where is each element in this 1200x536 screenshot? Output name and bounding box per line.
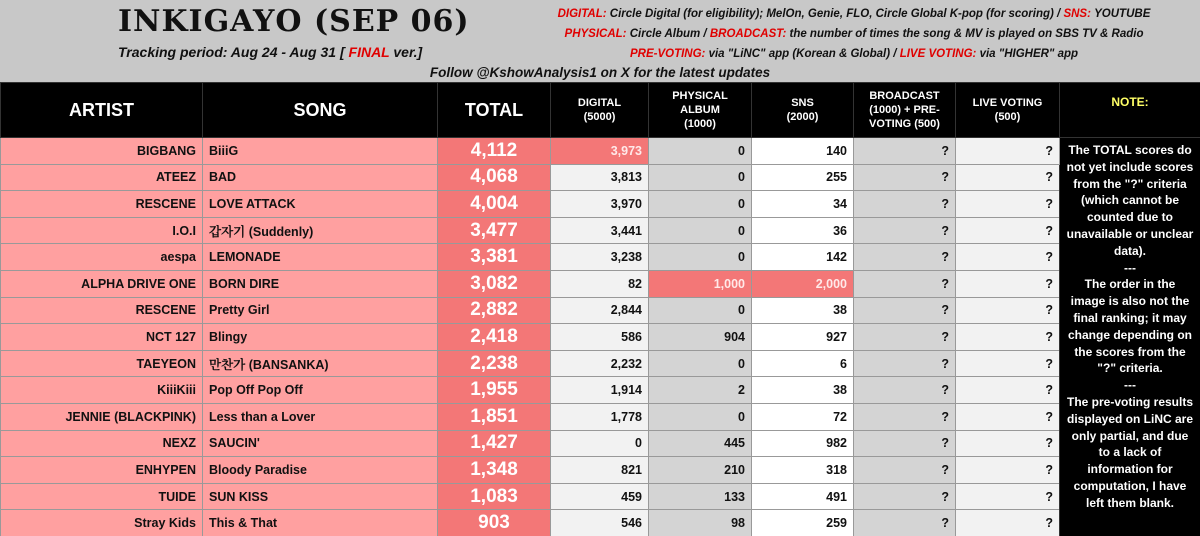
digital-cell: 1,914 (551, 377, 649, 404)
legend-line-2 (534, 24, 1174, 44)
total-cell: 2,238 (438, 350, 551, 377)
col-header-artist: ARTIST (1, 83, 203, 138)
live-voting-cell: ? (956, 138, 1060, 165)
song-cell: This & That (203, 510, 438, 536)
col-header-digital-line-2: (5000) (583, 111, 616, 123)
legend-broadcast-key: BROADCAST: (709, 28, 787, 40)
physical-cell: 0 (649, 138, 752, 165)
artist-cell: KiiiKiii (1, 377, 203, 404)
table-row (1, 403, 1200, 430)
artist-cell: I.O.I (1, 217, 203, 244)
digital-cell: 1,778 (551, 403, 649, 430)
col-header-sns (752, 83, 854, 138)
digital-cell: 459 (551, 483, 649, 510)
live-voting-cell: ? (956, 510, 1060, 536)
broadcast-cell: ? (854, 270, 956, 297)
live-voting-cell: ? (956, 164, 1060, 191)
legend-line-3 (534, 44, 1174, 64)
song-cell: BiiiG (203, 138, 438, 165)
table-row (1, 244, 1200, 271)
physical-cell: 0 (649, 350, 752, 377)
total-cell: 1,348 (438, 457, 551, 484)
physical-cell: 98 (649, 510, 752, 536)
page-header (0, 0, 1200, 82)
col-header-total: TOTAL (438, 83, 551, 138)
song-cell: Pop Off Pop Off (203, 377, 438, 404)
digital-cell: 3,238 (551, 244, 649, 271)
col-header-broadcast-line-2: (1000) + PRE- (869, 104, 940, 116)
sns-cell: 6 (752, 350, 854, 377)
broadcast-cell: ? (854, 510, 956, 536)
table-row (1, 350, 1200, 377)
total-cell: 1,427 (438, 430, 551, 457)
table-row (1, 164, 1200, 191)
physical-cell: 0 (649, 217, 752, 244)
song-cell: BAD (203, 164, 438, 191)
physical-cell: 0 (649, 164, 752, 191)
sns-cell: 140 (752, 138, 854, 165)
criteria-legend (534, 4, 1174, 64)
note-paragraph-3: The pre-voting results displayed on LiNC are only partial, and due to a lack of information for computation, I have left them blank. (1066, 394, 1194, 510)
note-paragraph-1: The TOTAL scores do not yet include scores from the "?" criteria (which cannot be counted due to unavailable or unclear data). (1066, 143, 1194, 258)
table-row (1, 191, 1200, 218)
tracking-final-label: FINAL (348, 44, 390, 60)
broadcast-cell: ? (854, 191, 956, 218)
col-header-digital-line-1: DIGITAL (577, 97, 622, 109)
artist-cell: RESCENE (1, 191, 203, 218)
legend-sns-key: SNS: (1063, 8, 1091, 20)
col-header-song: SONG (203, 83, 438, 138)
table-row (1, 270, 1200, 297)
col-header-broadcast (854, 83, 956, 138)
song-cell: LEMONADE (203, 244, 438, 271)
digital-cell: 82 (551, 270, 649, 297)
song-cell: Less than a Lover (203, 403, 438, 430)
table-row (1, 483, 1200, 510)
artist-cell: aespa (1, 244, 203, 271)
song-cell: BORN DIRE (203, 270, 438, 297)
sns-cell: 259 (752, 510, 854, 536)
sns-cell: 491 (752, 483, 854, 510)
legend-prevoting-value: via "LiNC" app (Korean & Global) / (708, 48, 897, 60)
total-cell: 1,955 (438, 377, 551, 404)
tracking-prefix: Tracking period: Aug 24 - Aug 31 [ (118, 44, 345, 60)
col-header-sns-line-1: SNS (791, 97, 814, 109)
page-title: INKIGAYO (SEP 06) (118, 4, 470, 39)
physical-cell: 0 (649, 244, 752, 271)
total-cell: 903 (438, 510, 551, 536)
digital-cell: 3,441 (551, 217, 649, 244)
artist-cell: ENHYPEN (1, 457, 203, 484)
broadcast-cell: ? (854, 350, 956, 377)
live-voting-cell: ? (956, 430, 1060, 457)
live-voting-cell: ? (956, 217, 1060, 244)
sns-cell: 38 (752, 297, 854, 324)
live-voting-cell: ? (956, 350, 1060, 377)
digital-cell: 0 (551, 430, 649, 457)
total-cell: 4,068 (438, 164, 551, 191)
live-voting-cell: ? (956, 403, 1060, 430)
digital-cell: 2,232 (551, 350, 649, 377)
table-row (1, 377, 1200, 404)
legend-live-key: LIVE VOTING: (899, 48, 977, 60)
digital-cell: 3,970 (551, 191, 649, 218)
total-cell: 2,882 (438, 297, 551, 324)
digital-cell: 2,844 (551, 297, 649, 324)
broadcast-cell: ? (854, 403, 956, 430)
broadcast-cell: ? (854, 217, 956, 244)
sns-cell: 2,000 (752, 270, 854, 297)
digital-cell: 821 (551, 457, 649, 484)
physical-cell: 2 (649, 377, 752, 404)
live-voting-cell: ? (956, 377, 1060, 404)
digital-cell: 586 (551, 324, 649, 351)
col-header-physical-line-1: PHYSICAL (672, 90, 728, 102)
physical-cell: 0 (649, 403, 752, 430)
digital-cell: 546 (551, 510, 649, 536)
tracking-period (118, 44, 422, 60)
table-row (1, 217, 1200, 244)
legend-prevoting-key: PRE-VOTING: (629, 48, 706, 60)
total-cell: 2,418 (438, 324, 551, 351)
broadcast-cell: ? (854, 483, 956, 510)
artist-cell: NEXZ (1, 430, 203, 457)
live-voting-cell: ? (956, 457, 1060, 484)
col-header-live-voting (956, 83, 1060, 138)
table-row (1, 430, 1200, 457)
artist-cell: BIGBANG (1, 138, 203, 165)
song-cell: LOVE ATTACK (203, 191, 438, 218)
legend-broadcast-value: the number of times the song & MV is played on SBS TV & Radio (789, 28, 1144, 40)
score-table (0, 82, 1200, 536)
live-voting-cell: ? (956, 483, 1060, 510)
col-header-live-line-2: (500) (994, 111, 1021, 123)
total-cell: 1,083 (438, 483, 551, 510)
physical-cell: 0 (649, 297, 752, 324)
artist-cell: ATEEZ (1, 164, 203, 191)
sns-cell: 36 (752, 217, 854, 244)
total-cell: 4,004 (438, 191, 551, 218)
song-cell: Bloody Paradise (203, 457, 438, 484)
artist-cell: TAEYEON (1, 350, 203, 377)
live-voting-cell: ? (956, 270, 1060, 297)
sns-cell: 982 (752, 430, 854, 457)
physical-cell: 133 (649, 483, 752, 510)
table-row (1, 324, 1200, 351)
song-cell: Pretty Girl (203, 297, 438, 324)
total-cell: 4,112 (438, 138, 551, 165)
sns-cell: 34 (752, 191, 854, 218)
total-cell: 1,851 (438, 403, 551, 430)
digital-cell: 3,973 (551, 138, 649, 165)
legend-digital-value: Circle Digital (for eligibility); MelOn, Genie, FLO, Circle Global K-pop (for scoring) / (609, 8, 1061, 20)
broadcast-cell: ? (854, 297, 956, 324)
legend-physical-value: Circle Album / (629, 28, 707, 40)
live-voting-cell: ? (956, 297, 1060, 324)
sns-cell: 38 (752, 377, 854, 404)
artist-cell: JENNIE (BLACKPINK) (1, 403, 203, 430)
broadcast-cell: ? (854, 324, 956, 351)
artist-cell: RESCENE (1, 297, 203, 324)
song-cell: SUN KISS (203, 483, 438, 510)
broadcast-cell: ? (854, 138, 956, 165)
broadcast-cell: ? (854, 164, 956, 191)
legend-digital-key: DIGITAL: (557, 8, 607, 20)
note-panel (1060, 138, 1200, 536)
sns-cell: 72 (752, 403, 854, 430)
table-row (1, 457, 1200, 484)
broadcast-cell: ? (854, 377, 956, 404)
song-cell: 갑자기 (Suddenly) (203, 217, 438, 244)
live-voting-cell: ? (956, 191, 1060, 218)
legend-physical-key: PHYSICAL: (564, 28, 627, 40)
physical-cell: 210 (649, 457, 752, 484)
col-header-sns-line-2: (2000) (786, 111, 819, 123)
sns-cell: 927 (752, 324, 854, 351)
total-cell: 3,082 (438, 270, 551, 297)
table-row (1, 297, 1200, 324)
song-cell: SAUCIN' (203, 430, 438, 457)
artist-cell: NCT 127 (1, 324, 203, 351)
live-voting-cell: ? (956, 244, 1060, 271)
tracking-suffix: ver.] (393, 44, 423, 60)
col-header-note: NOTE: (1060, 83, 1200, 138)
legend-sns-value: YOUTUBE (1094, 8, 1151, 20)
broadcast-cell: ? (854, 457, 956, 484)
song-cell: 만찬가 (BANSANKA) (203, 350, 438, 377)
physical-cell: 904 (649, 324, 752, 351)
digital-cell: 3,813 (551, 164, 649, 191)
col-header-broadcast-line-1: BROADCAST (869, 90, 940, 102)
broadcast-cell: ? (854, 244, 956, 271)
col-header-digital (551, 83, 649, 138)
artist-cell: Stray Kids (1, 510, 203, 536)
follow-banner: Follow @KshowAnalysis1 on X for the latest updates (429, 65, 771, 80)
legend-line-1 (534, 4, 1174, 24)
total-cell: 3,381 (438, 244, 551, 271)
artist-cell: TUIDE (1, 483, 203, 510)
table-header-row (1, 83, 1200, 138)
sns-cell: 255 (752, 164, 854, 191)
song-cell: Blingy (203, 324, 438, 351)
physical-cell: 1,000 (649, 270, 752, 297)
sns-cell: 142 (752, 244, 854, 271)
physical-cell: 0 (649, 191, 752, 218)
artist-cell: ALPHA DRIVE ONE (1, 270, 203, 297)
col-header-broadcast-line-3: VOTING (500) (869, 118, 940, 130)
note-separator-2: --- (1124, 378, 1136, 393)
table-row (1, 510, 1200, 536)
total-cell: 3,477 (438, 217, 551, 244)
table-row (1, 138, 1200, 165)
col-header-physical (649, 83, 752, 138)
legend-live-value: via "HIGHER" app (979, 48, 1079, 60)
col-header-physical-line-2: ALBUM (680, 104, 720, 116)
col-header-live-line-1: LIVE VOTING (972, 97, 1043, 109)
note-separator-1: --- (1124, 260, 1136, 275)
col-header-physical-line-3: (1000) (684, 118, 716, 130)
sns-cell: 318 (752, 457, 854, 484)
physical-cell: 445 (649, 430, 752, 457)
live-voting-cell: ? (956, 324, 1060, 351)
note-paragraph-2: The order in the image is also not the final ranking; it may change depending on the scores from the "?" criteria. (1067, 277, 1192, 376)
broadcast-cell: ? (854, 430, 956, 457)
